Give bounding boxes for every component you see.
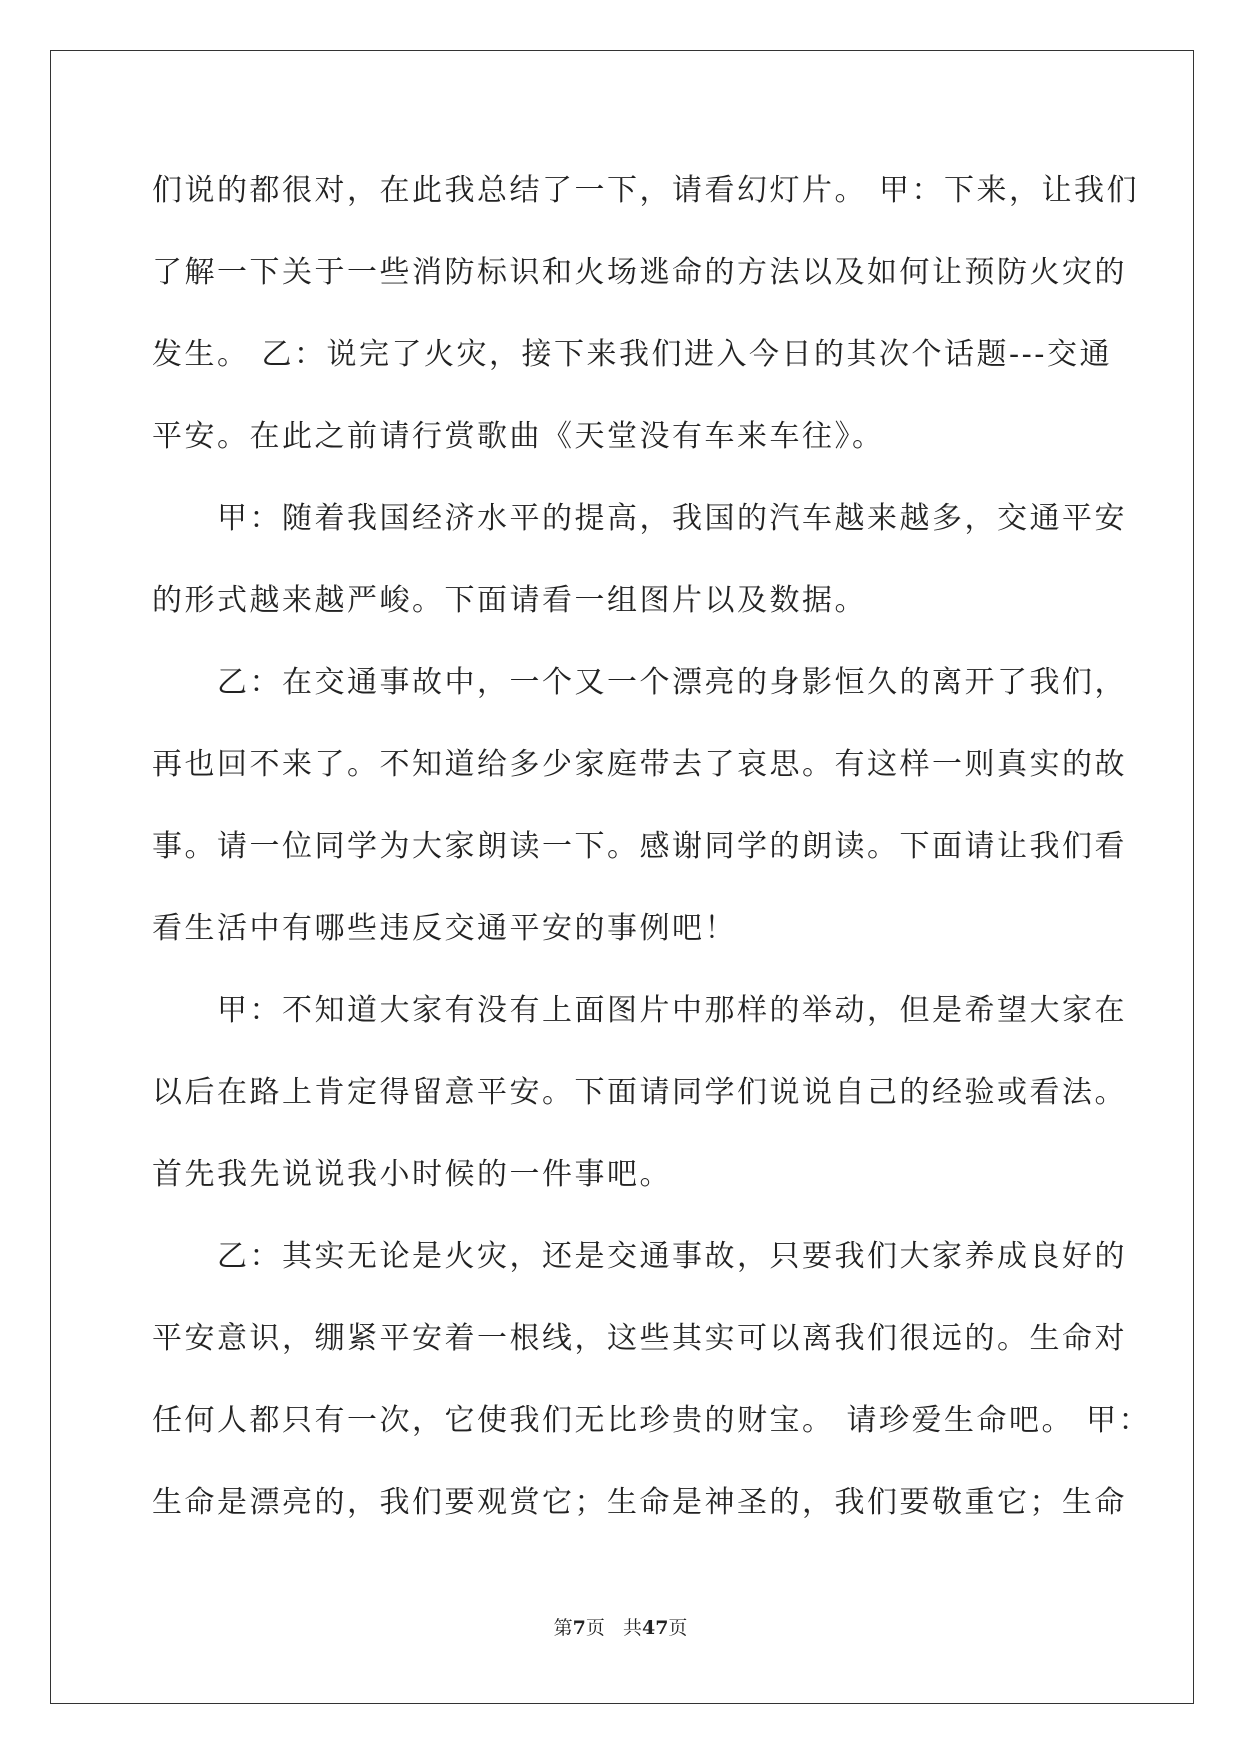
text-line: 甲：随着我国经济水平的提高，我国的汽车越来越多，交通平安 [152,501,1127,536]
text-line: 事。请一位同学为大家朗读一下。感谢同学的朗读。下面请让我们看 [152,829,1127,864]
text-line: 甲：不知道大家有没有上面图片中那样的举动，但是希望大家在 [152,993,1127,1028]
paragraph-2 [152,478,1127,642]
text-line: 们说的都很对，在此我总结了一下，请看幻灯片。 甲：下来，让我们 [152,173,1140,208]
footer-total-suffix: 页 [668,1617,688,1639]
footer-page-suffix: 页 [585,1617,605,1639]
page-number: 7 [572,1617,586,1639]
page-footer [0,1613,1241,1640]
text-line: 发生。 乙：说完了火灾，接下来我们进入今日的其次个话题---交通 [152,337,1112,372]
text-line: 看生活中有哪些违反交通平安的事例吧！ [152,911,737,946]
text-line: 乙：在交通事故中，一个又一个漂亮的身影恒久的离开了我们， [152,665,1127,700]
paragraph-3 [152,642,1127,970]
text-line: 平安。在此之前请行赏歌曲《天堂没有车来车往》。 [152,419,885,454]
text-line: 首先我先说说我小时候的一件事吧。 [152,1157,672,1192]
document-body [152,150,1152,1544]
paragraph-1 [152,150,1140,478]
text-line: 的形式越来越严峻。下面请看一组图片以及数据。 [152,583,867,618]
paragraph-4 [152,970,1127,1216]
text-line: 生命是漂亮的，我们要观赏它；生命是神圣的，我们要敬重它；生命 [152,1485,1127,1520]
text-line: 以后在路上肯定得留意平安。下面请同学们说说自己的经验或看法。 [152,1075,1127,1110]
paragraph-5 [152,1216,1152,1544]
footer-total-prefix: 共 [622,1617,642,1639]
text-line: 再也回不来了。不知道给多少家庭带去了哀思。有这样一则真实的故 [152,747,1127,782]
total-pages: 47 [641,1617,669,1639]
text-line: 任何人都只有一次，它使我们无比珍贵的财宝。 请珍爱生命吧。 甲： [152,1403,1152,1438]
text-line: 了解一下关于一些消防标识和火场逃命的方法以及如何让预防火灾的 [152,255,1127,290]
footer-prefix: 第 [553,1617,573,1639]
text-line: 乙：其实无论是火灾，还是交通事故，只要我们大家养成良好的 [152,1239,1127,1274]
text-line: 平安意识，绷紧平安着一根线，这些其实可以离我们很远的。生命对 [152,1321,1127,1356]
